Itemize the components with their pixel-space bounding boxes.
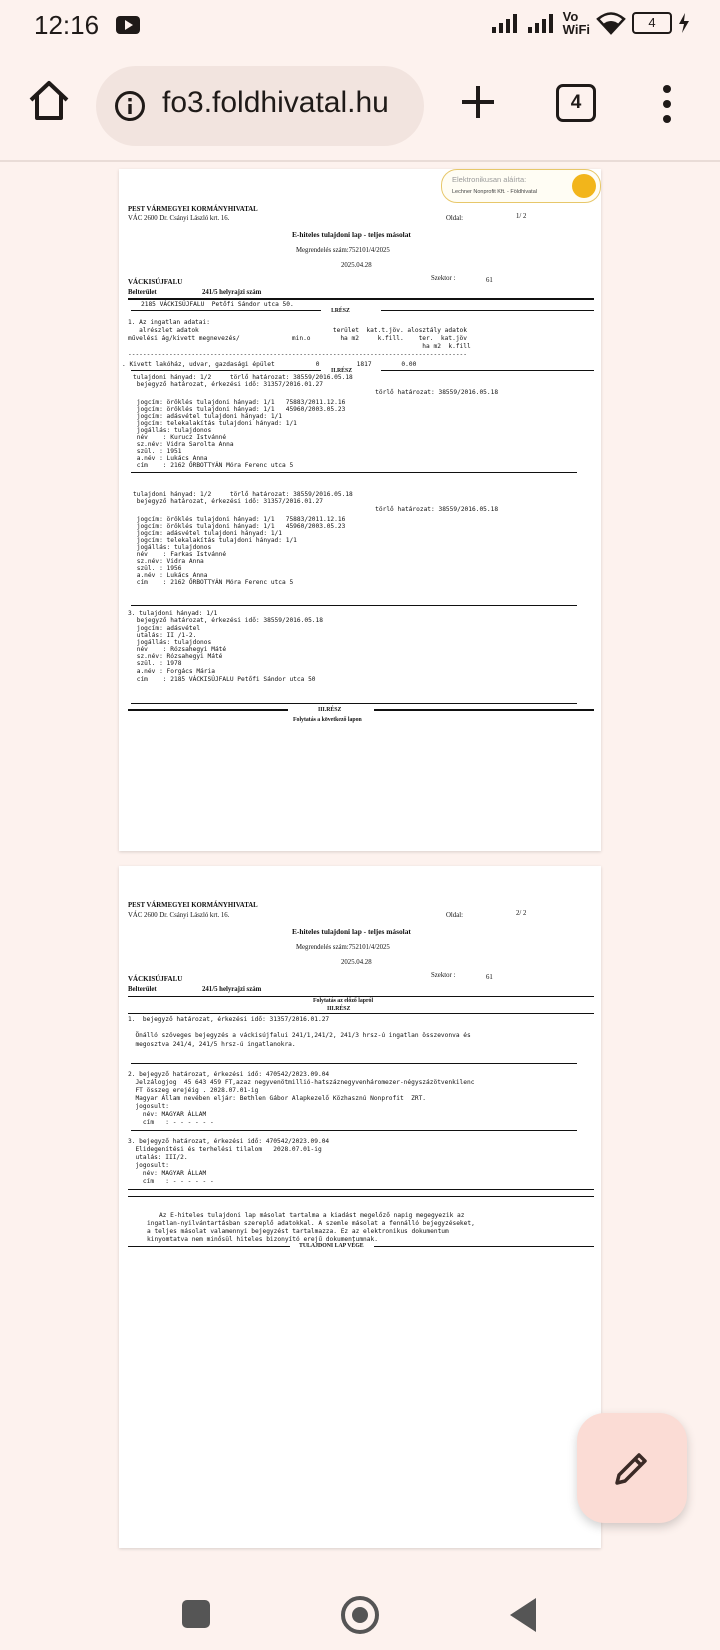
row-text: Elidegenítési és terhelési tilalom 2028.07.01-ig	[128, 1146, 322, 1153]
sector-value: 61	[486, 277, 493, 284]
row-text: törlő határozat: 38559/2016.05.18	[133, 389, 499, 396]
stamp-subtitle: Lechner Nonprofit Kft. - Földhivatal	[452, 189, 537, 195]
sector-value: 61	[486, 974, 493, 981]
continued-from-note: Folytatás az előző lapról	[313, 998, 374, 1004]
doc-date: 2025.04.28	[341, 959, 372, 966]
row-text: tulajdoni hányad: 1/2 törlő határozat: 38559/2016.05.18	[133, 491, 353, 498]
system-nav-bar	[0, 1560, 720, 1650]
charging-icon	[678, 13, 690, 33]
rule	[128, 1246, 290, 1247]
row-text: bejegyző határozat, érkezési idő: 31357/2016.01.27	[133, 498, 323, 505]
row-text: jogcím: telekalakítás tulajdoni hányad: 1/1	[133, 420, 297, 427]
vowifi-indicator	[563, 10, 590, 36]
rule	[131, 472, 577, 473]
row-text: jogcím: telekalakítás tulajdoni hányad: 1/1	[133, 537, 297, 544]
rule	[131, 370, 321, 371]
row-text: . Kivett lakóház, udvar, gazdasági épület 0 1817 0.00	[122, 361, 417, 368]
row-text: név : Farkas Istvánné	[133, 551, 227, 558]
row-text: cím : - - - - - -	[128, 1119, 214, 1126]
browser-toolbar	[0, 54, 720, 158]
parcel-number: 241/5 helyrajzi szám	[202, 289, 262, 296]
continued-note: Folytatás a következő lapon	[293, 717, 362, 723]
row-text: ingatlan-nyilvántartásban szereplő adatokkal. A szemle másolat a fennálló bejegyzéseket,	[147, 1220, 475, 1227]
wifi-icon	[596, 11, 626, 35]
signal-icon	[491, 12, 521, 34]
office-address: VÁC 2600 Dr. Csányi László krt. 16.	[128, 912, 230, 919]
property-address: 2185 VÁCKISÚJFALU Petőfi Sándor utca 50.	[141, 301, 294, 308]
battery-icon: 4	[632, 12, 672, 34]
signature-stamp	[441, 169, 601, 203]
plus-icon[interactable]	[458, 82, 498, 122]
status-bar	[0, 0, 720, 54]
tabs-button[interactable]: 4	[556, 84, 596, 122]
vowifi-bottom: WiFi	[562, 22, 590, 37]
rule	[131, 703, 577, 704]
row-text: jogcím: öröklés tulajdoni hányad: 1/1 45960/2003.05.23	[133, 406, 346, 413]
row-text: Önálló szöveges bejegyzés a váckisújfalui 241/1,241/2, 241/3 hrsz-ú ingatlan összevonva és	[128, 1032, 471, 1039]
row-text: törlő határozat: 38559/2016.05.18	[133, 506, 499, 513]
row-text: -------------------------------------------------------------------------------------------	[128, 351, 467, 358]
row-text: 3. bejegyző határozat, érkezési idő: 470542/2023.09.04	[128, 1138, 330, 1145]
doc-title: E-hiteles tulajdoni lap - teljes másolat	[292, 927, 411, 936]
rule	[374, 709, 594, 711]
row-text: jogcím: adásvétel	[133, 625, 201, 632]
row-text: sz.név: Vidra Sarolta Anna	[133, 441, 234, 448]
row-text: jogcím: öröklés tulajdoni hányad: 1/1 45960/2003.05.23	[133, 523, 346, 530]
row-text: szül. : 1951	[133, 448, 182, 455]
row-text: cím : 2162 ŐRBOTTYÁN Móra Ferenc utca 5	[133, 462, 294, 469]
row-text: Magyar Állam nevében eljár: Bethlen Gábor Alapkezelő Közhasznú Nonprofit ZRT.	[128, 1095, 427, 1102]
row-text: bejegyző határozat, érkezési idő: 31357/2016.01.27	[133, 381, 323, 388]
page-number: 1/ 2	[516, 213, 527, 220]
document-page-2	[119, 866, 601, 1548]
row-text: Jelzálogjog 45 643 459 FT,azaz negyvenötmillió-hatszáznegyvenháromezer-négyszázötvenkilenc	[128, 1079, 475, 1086]
row-text: cím : - - - - - -	[128, 1178, 214, 1185]
page-label: Oldal:	[446, 912, 463, 919]
row-text: jogosult:	[128, 1103, 169, 1110]
rule	[128, 709, 288, 711]
town-name: VÁCKISÚJFALU	[128, 278, 183, 286]
order-number: Megrendelés szám:752101/4/2025	[296, 247, 390, 254]
row-text: cím : 2162 ŐRBOTTYÁN Móra Ferenc utca 5	[133, 579, 294, 586]
row-text: 1. bejegyző határozat, érkezési idő: 31357/2016.01.27	[128, 1016, 330, 1023]
row-text: a.név : Forgács Mária	[133, 668, 215, 675]
rule	[131, 310, 321, 311]
parcel-number: 241/5 helyrajzi szám	[202, 986, 262, 993]
row-text: megosztva 241/4, 241/5 hrsz-ú ingatlanokra.	[128, 1041, 296, 1048]
row-text: sz.név: Vidra Anna	[133, 558, 204, 565]
row-text: jogosult:	[128, 1162, 169, 1169]
rule	[128, 1196, 594, 1197]
row-text: név : Rózsahegyi Máté	[133, 646, 227, 653]
edit-icon	[613, 1449, 651, 1487]
back-button[interactable]	[510, 1598, 536, 1632]
row-text: utalás: II /1-2.	[133, 632, 197, 639]
row-text: jogállás: tulajdonos	[133, 544, 212, 551]
youtube-notification-icon	[116, 16, 140, 34]
part-3-heading: III.RÉSZ	[318, 707, 342, 713]
row-text: név: MAGYAR ÁLLAM	[128, 1111, 207, 1118]
area-type: Belterület	[128, 986, 157, 993]
town-name: VÁCKISÚJFALU	[128, 975, 183, 983]
part-3-heading: III.RÉSZ	[327, 1006, 351, 1012]
more-icon[interactable]	[662, 84, 672, 124]
seal-icon	[572, 174, 596, 198]
info-icon[interactable]	[114, 90, 146, 122]
rule	[381, 310, 594, 311]
doc-date: 2025.04.28	[341, 262, 372, 269]
rule	[128, 1013, 594, 1014]
toolbar-divider	[0, 160, 720, 162]
row-text: 3. tulajdoni hányad: 1/1	[128, 610, 218, 617]
row-text: szül. : 1956	[133, 565, 182, 572]
home-icon[interactable]	[26, 78, 72, 124]
row-text: tulajdoni hányad: 1/2 törlő határozat: 38559/2016.05.18	[133, 374, 353, 381]
row-text: jogállás: tulajdonos	[133, 639, 212, 646]
rule	[131, 605, 577, 606]
row-text: alrészlet adatok terület kat.t.jöv. alosztály adatok	[128, 327, 467, 334]
row-text: a teljes másolat valamennyi bejegyzést tartalmazza. Ez az elektronikus dokumentum	[147, 1228, 449, 1235]
row-text: bejegyző határozat, érkezési idő: 38559/2016.05.18	[133, 617, 323, 624]
row-text: név: MAGYAR ÁLLAM	[128, 1170, 207, 1177]
office-name: PEST VÁRMEGYEI KORMÁNYHIVATAL	[128, 902, 258, 909]
row-text: művelési ág/kivett megnevezés/ min.o ha m2 k.fill. ter. kat.jöv	[128, 335, 467, 342]
row-text: jogcím: öröklés tulajdoni hányad: 1/1 75883/2011.12.16	[133, 516, 346, 523]
row-text: ha m2 k.fill	[128, 343, 471, 350]
row-text: jogállás: tulajdonos	[133, 427, 212, 434]
home-nav-button[interactable]	[341, 1596, 379, 1634]
status-icons	[491, 10, 690, 36]
row-text: szül. : 1978	[133, 660, 182, 667]
recents-button[interactable]	[182, 1600, 210, 1628]
rule	[381, 370, 594, 371]
sector-label: Szektor :	[431, 275, 456, 282]
row-text: cím : 2185 VÁCKISÚJFALU Petőfi Sándor utca 50	[133, 676, 316, 683]
vowifi-top: Vo	[562, 9, 579, 24]
end-of-sheet: TULAJDONI LAP VÉGE	[299, 1243, 364, 1249]
row-text: a.név : Lukács Anna	[133, 572, 208, 579]
row-text: 1. Az ingatlan adatai:	[128, 319, 210, 326]
sector-label: Szektor :	[431, 972, 456, 979]
signal-icon-2	[527, 12, 557, 34]
part-2-heading: II.RÉSZ	[331, 368, 353, 374]
document-page-1	[119, 169, 601, 851]
row-text: jogcím: öröklés tulajdoni hányad: 1/1 75883/2011.12.16	[133, 399, 346, 406]
doc-title: E-hiteles tulajdoni lap - teljes másolat	[292, 230, 411, 239]
row-text: jogcím: adásvétel tulajdoni hányad: 1/1	[133, 530, 283, 537]
row-text: FT összeg erejéig . 2028.07.01-ig	[128, 1087, 259, 1094]
address-bar[interactable]	[96, 66, 424, 146]
order-number: Megrendelés szám:752101/4/2025	[296, 944, 390, 951]
edit-button[interactable]	[577, 1413, 687, 1523]
office-address: VÁC 2600 Dr. Csányi László krt. 16.	[128, 215, 230, 222]
row-text: jogcím: adásvétel tulajdoni hányad: 1/1	[133, 413, 283, 420]
rule	[131, 1130, 577, 1131]
row-text: utalás: III/2.	[128, 1154, 188, 1161]
row-text: név : Kurucz Istvánné	[133, 434, 227, 441]
office-name: PEST VÁRMEGYEI KORMÁNYHIVATAL	[128, 206, 258, 213]
part-1-heading: I.RÉSZ	[331, 308, 350, 314]
row-text: Az E-hiteles tulajdoni lap másolat tartalma a kiadást megelőző napig megegyezik az	[159, 1212, 465, 1219]
rule	[128, 1189, 594, 1190]
area-type: Belterület	[128, 289, 157, 296]
page-number: 2/ 2	[516, 910, 527, 917]
row-text: kinyomtatva nem minősül hiteles bizonyító erejű dokumentumnak.	[147, 1236, 378, 1243]
row-text: 2. bejegyző határozat, érkezési idő: 470542/2023.09.04	[128, 1071, 330, 1078]
stamp-title: Elektronikusan aláírta:	[452, 175, 527, 184]
rule	[131, 1063, 577, 1064]
rule	[374, 1246, 594, 1247]
row-text: a.név : Lukács Anna	[133, 455, 208, 462]
url-text[interactable]: fo3.foldhivatal.hu	[162, 86, 389, 119]
rule	[128, 298, 594, 300]
clock: 12:16	[34, 10, 100, 40]
page-label: Oldal:	[446, 215, 463, 222]
row-text: sz.név: Rózsahegyi Máté	[133, 653, 223, 660]
